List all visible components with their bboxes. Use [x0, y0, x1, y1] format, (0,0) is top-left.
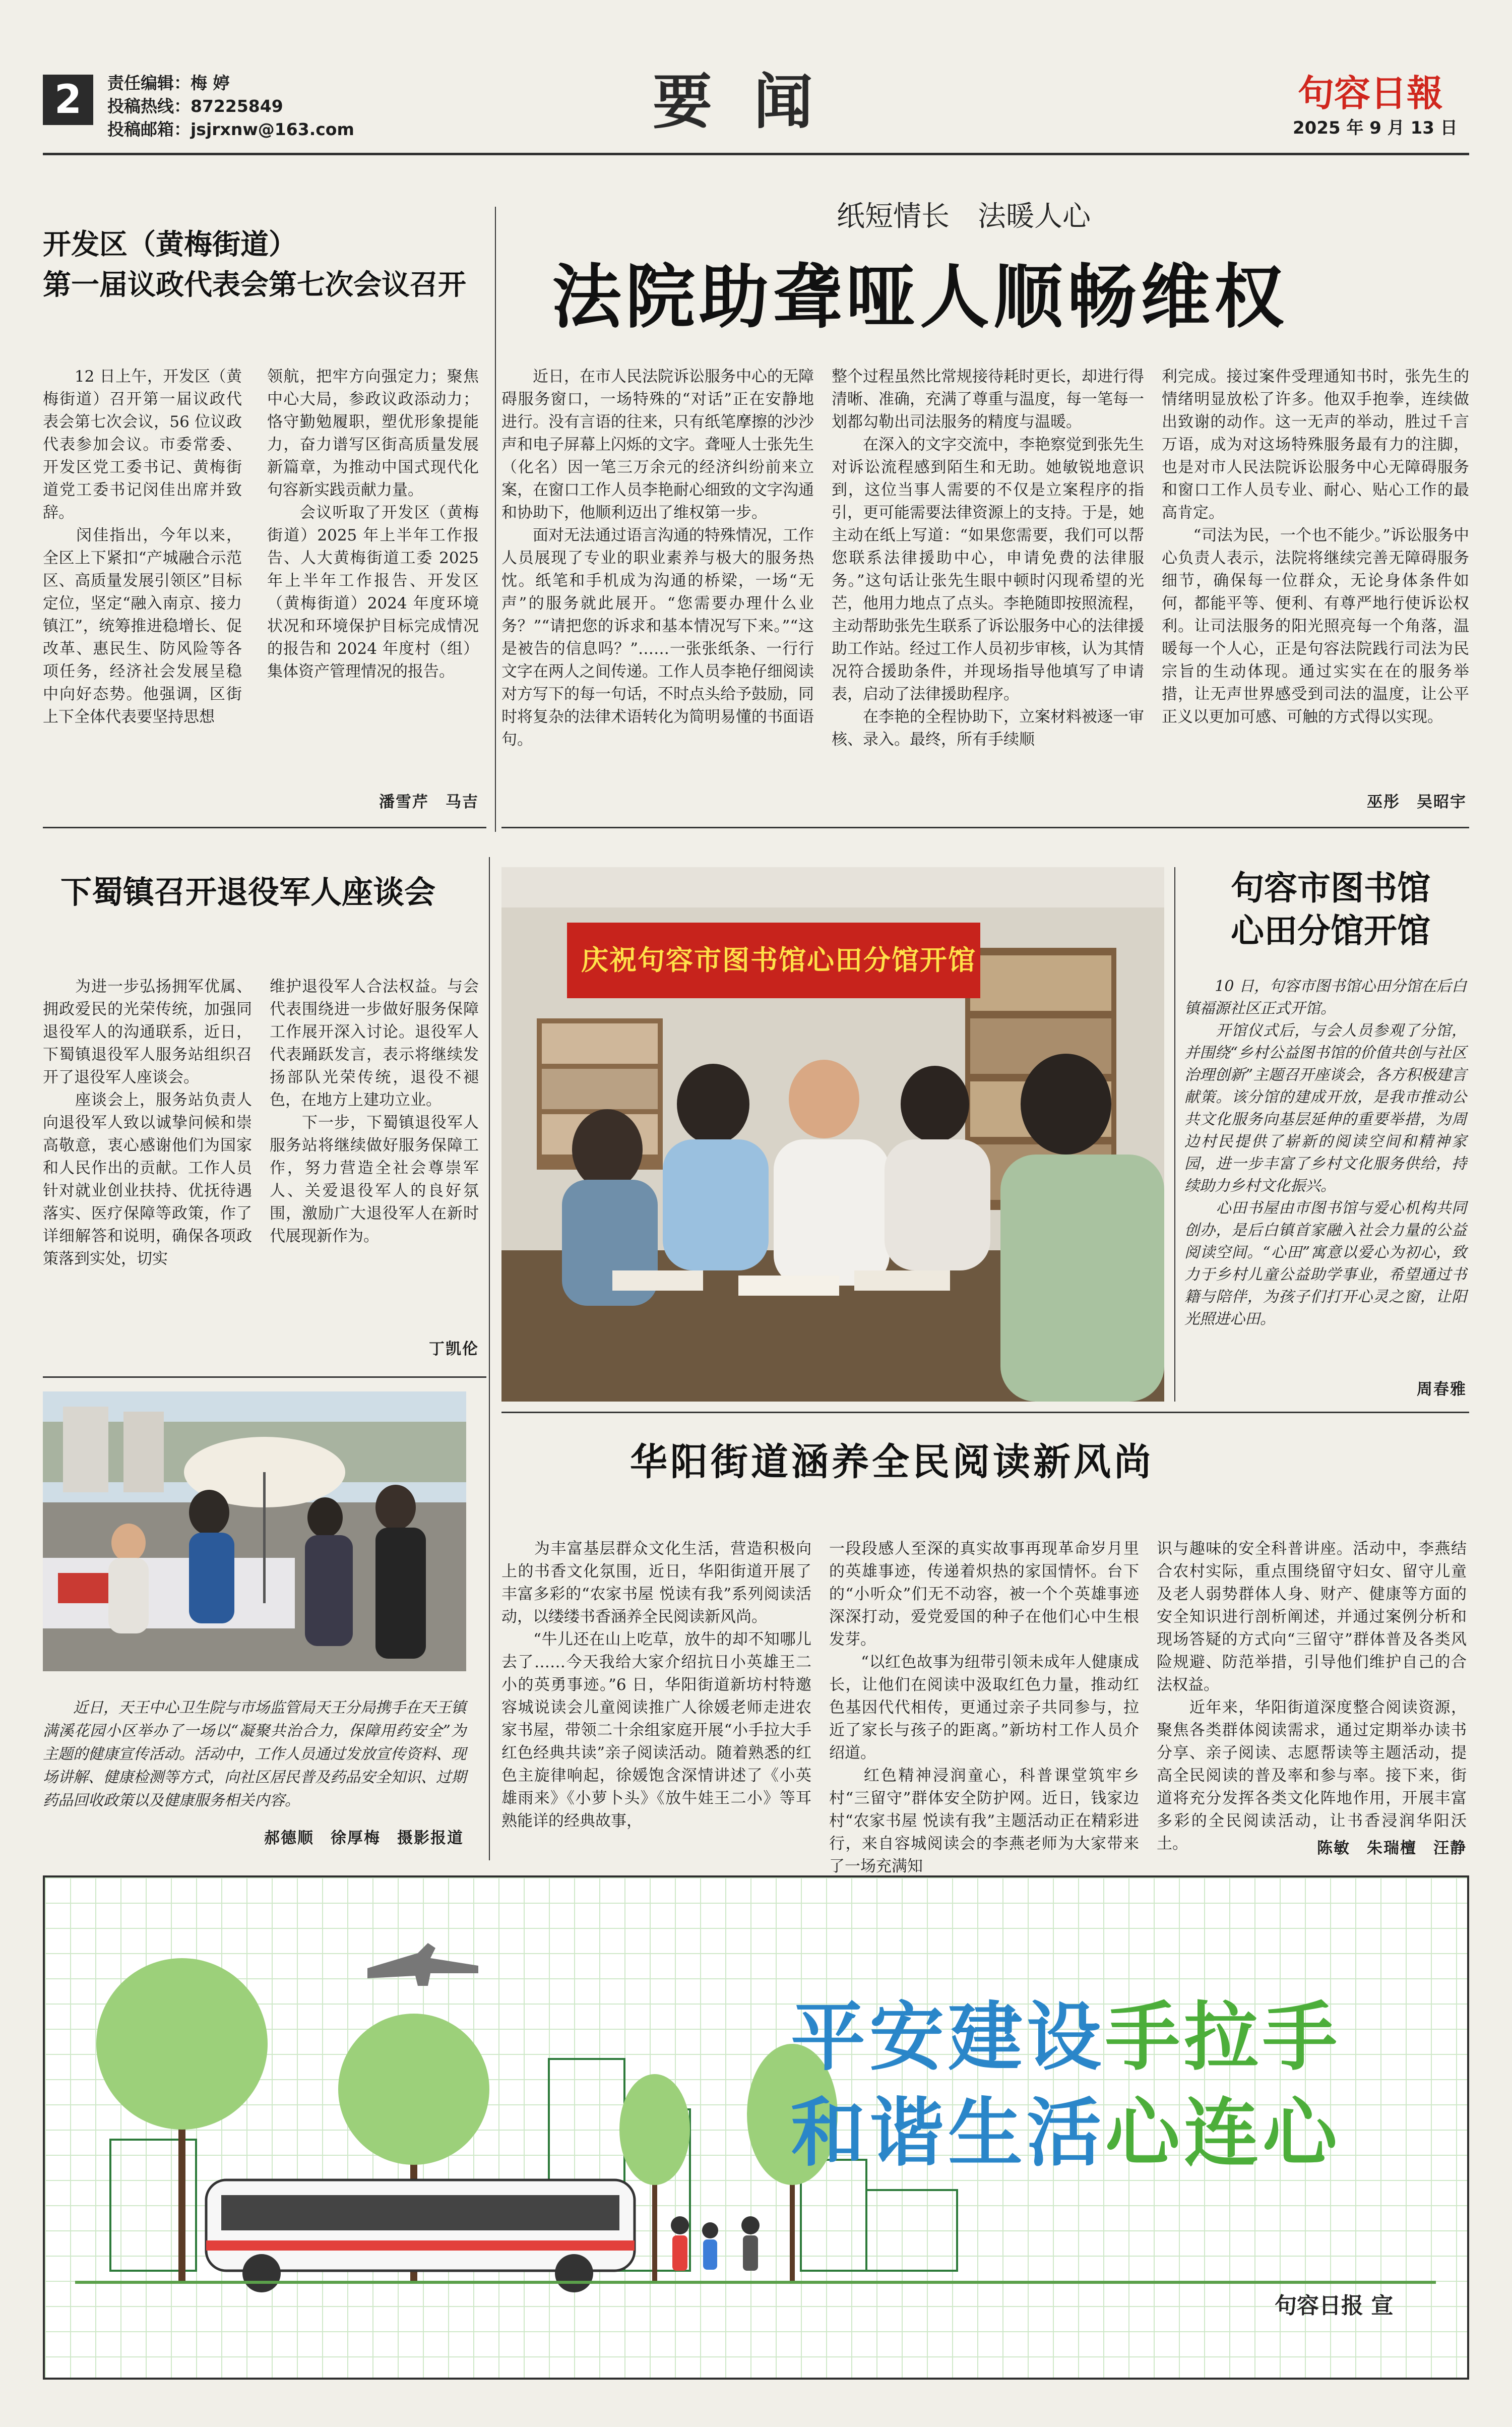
art4-byline: 周春雅 [1417, 1380, 1467, 1399]
art1-title-line2: 第一届议政代表会第七次会议召开 [43, 268, 466, 301]
divider-art1-bottom [43, 827, 486, 828]
art2-body-col3: 利完成。接过案件受理通知书时，张先生的情绪明显放松了许多。他双手抱拳，连续做出致谢的动作。这一无声的举动，胜过千言万语，成为对这场特殊服务最有力的注脚，也是对市人民法院诉讼服务中心无障碍服务和窗口工作人员专业、耐心、贴心工作的最高肯定。 “司法为民，一个也不能少。”诉讼服务中心负责人表示，法院将继续完善无障碍服务细节，确保每一位群众，无论身体条件如何，都能平等、便利、有尊严地行使诉讼权利。让司法服务的阳光照亮每一个角落，温暖每一个人心，正是句容法院践行司法为民宗旨的生动体现。通过实实在在的服务举措，让无声世界感受到司法的温度，让公平正义以更加可感、可触的方式得以实现。 [1162, 368, 1469, 726]
ad-slogan-line1-blue: 平安建设 [791, 1994, 1105, 2081]
health-event-photo [43, 1391, 466, 1671]
art2-kicker: 纸短情长 法暖人心 [837, 200, 1091, 233]
art3-body-col1: 为进一步弘扬拥军优属、拥政爱民的光荣传统，加强同退役军人的沟通联系，近日，下蜀镇退役军人服务站组织召开了退役军人座谈会。 座谈会上，服务站负责人向退役军人致以诚挚问候和崇高敬意，衷心感谢他们为国家和人民作出的贡献。工作人员针对就业创业扶持、优抚待遇落实、医疗保障等政策，作了详细解答和说明，确保各项政策落到实处，切实 [43, 978, 252, 1268]
art1-title-line1: 开发区（黄梅街道） [43, 228, 297, 261]
divider-vertical-left [495, 207, 496, 832]
masthead-hotline: 投稿热线：87225849 [107, 96, 283, 116]
section-title: 要 闻 [653, 67, 813, 137]
divider-art4-bottom [501, 1412, 1469, 1413]
ad-slogan-line2-blue: 和谐生活 [791, 2090, 1105, 2176]
art4-title-line2: 心田分馆开馆 [1231, 911, 1430, 950]
divider-art3-bottom [43, 1376, 486, 1378]
masthead-editor: 责任编辑：梅 婷 [107, 73, 230, 93]
masthead-email: 投稿邮箱：jsjrxnw@163.com [107, 119, 354, 139]
public-service-ad [43, 1875, 1469, 2380]
art5-title: 华阳街道涵养全民阅读新风尚 [630, 1440, 1154, 1484]
art4-title-line1: 句容市图书馆 [1231, 868, 1430, 907]
paper-name-logo: 句容日報 [1298, 72, 1443, 114]
ad-slogan-line1 [791, 1993, 1341, 2082]
ad-slogan-line2 [791, 2089, 1341, 2177]
page-number-badge: 2 [43, 75, 93, 125]
art2-headline: 法院助聋哑人顺畅维权 [552, 257, 1288, 338]
art2-byline: 巫彤 吴昭宇 [1367, 793, 1467, 811]
divider-photo-right [1174, 867, 1175, 1402]
library-banner-text: 庆祝句容市图书馆心田分馆开馆 [581, 944, 976, 976]
masthead [43, 67, 1469, 154]
art2-body-col1: 近日，在市人民法院诉讼服务中心的无障碍服务窗口，一场特殊的“对话”正在安静地进行。没有言语的往来，只有纸笔摩擦的沙沙声和电子屏幕上闪烁的文字。聋哑人士张先生（化名）因一笔三万余元的经济纠纷前来立案，在窗口工作人员李艳耐心细致的文字沟通和协助下，他顺利迈出了维权第一步。 面对无法通过语言沟通的特殊情况，工作人员展现了专业的职业素养与极大的服务热忱。纸笔和手机成为沟通的桥梁，一场“无声”的服务就此展开。“您需要办理什么业务？”“请把您的诉求和基本情况写下来。”“这是被告的信息吗？”……一张张纸条、一行行文字在两人之间传递。工作人员李艳仔细阅读对方写下的每一句话，不时点头给予鼓励，同时将复杂的法律术语转化为简明易懂的书面语句。 [501, 368, 814, 749]
art2-body-col2: 整个过程虽然比常规接待耗时更长，却进行得清晰、准确，充满了尊重与温度，每一笔每一划都勾勒出司法服务的精度与温暖。 在深入的文字交流中，李艳察觉到张先生对诉讼流程感到陌生和无助。她敏锐地意识到，这位当事人需要的不仅是立案程序的指引，更可能需要法律资源上的支持。于是，她主动在纸上写道：“如果您需要，我们可以帮您联系法律援助中心，申请免费的法律服务。”这句话让张先生眼中顿时闪现希望的光芒，他用力地点了点头。李艳随即按照流程，主动帮助张先生联系了诉讼服务中心的法律援助工作站。经过工作人员初步审核，认为其情况符合援助条件，并现场指导他填写了申请表，启动了法律援助程序。 在李艳的全程协助下，立案材料被逐一审核、录入。最终，所有手续顺 [832, 368, 1144, 749]
art3-byline: 丁凯伦 [429, 1340, 479, 1358]
art5-byline: 陈敏 朱瑞檀 汪静 [1317, 1839, 1467, 1857]
art3-body-col2: 维护退役军人合法权益。与会代表围绕进一步做好服务保障工作展开深入讨论。退役军人代表踊跃发言，表示将继续发扬部队光荣传统，退役不褪色，在地方上建功立业。 下一步，下蜀镇退役军人服务站将继续做好服务保障工作，努力营造全社会尊崇军人、关爱退役军人的良好氛围，激励广大退役军人在新时代展现新作为。 [270, 978, 479, 1245]
divider-art2-bottom [501, 827, 1469, 828]
ad-signature: 句容日报 宣 [1275, 2293, 1394, 2319]
art1-byline: 潘雪芹 马吉 [379, 793, 479, 811]
art1-body-col2: 领航，把牢方向强定力；聚焦中心大局，参政议政添动力；恪守勤勉履职，塑优形象提能力，奋力谱写区街高质量发展新篇章，为推动中国式现代化句容新实践贡献力量。 会议听取了开发区（黄梅街道）2025 年上半年工作报告、人大黄梅街道工委 2025 年上半年工作报告、开发区（黄梅街道）2024 年度环境状况和环境保护目标完成情况的报告和 2024 年度村（组）集体资产管理情况的报告。 [267, 368, 479, 681]
art3-title: 下蜀镇召开退役军人座谈会 [60, 874, 436, 911]
art4-body: 10 日，句容市图书馆心田分馆在后白镇福源社区正式开馆。 开馆仪式后，与会人员参观了分馆，并围绕“乡村公益图书馆的价值共创与社区治理创新”主题召开座谈会，各方积极建言献策。该分馆的建成开放，是我市推动公共文化服务向基层延伸的重要举措，为周边村民提供了崭新的阅读空间和精神家园，进一步丰富了乡村文化服务供给，持续助力乡村文化振兴。 心田书屋由市图书馆与爱心机构共同创办，是后白镇首家融入社会力量的公益阅读空间。“心田”寓意以爱心为初心，致力于乡村儿童公益助学事业，希望通过书籍与陪伴，为孩子们打开心灵之窗，让阳光照进心田。 [1184, 978, 1467, 1328]
health-photo-caption: 近日，天王中心卫生院与市场监管局天王分局携手在天王镇满溪花园小区举办了一场以“凝聚共治合力，保障用药安全”为主题的健康宣传活动。活动中，工作人员通过发放宣传资料、现场讲解、健康检测等方式，向社区居民普及药品安全知识、过期药品回收政策以及健康服务相关内容。 [43, 1699, 466, 1809]
masthead-date: 2025 年 9 月 13 日 [1293, 118, 1458, 138]
art1-body-col1: 12 日上午，开发区（黄梅街道）召开第一届议政代表会第七次会议，56 位议政代表参加会议。市委常委、开发区党工委书记、黄梅街道党工委书记闵佳出席并致辞。 闵佳指出，今年以来，全区上下紧扣“产城融合示范区、高质量发展引领区”目标定位，坚定“融入南京、接力镇江”，统筹推进稳增长、促改革、惠民生、防风险等各项任务，经济社会发展呈稳中向好态势。他强调，区街上下全体代表要坚持思想 [43, 368, 242, 726]
art5-body-col1: 为丰富基层群众文化生活，营造积极向上的书香文化氛围，近日，华阳街道开展了丰富多彩的“农家书屋 悦读有我”系列阅读活动，以缕缕书香涵养全民阅读新风尚。 “牛儿还在山上吃草，放牛的却不知哪儿去了……今天我给大家介绍抗日小英雄王二小的英勇事迹。”6 日，华阳街道新坊村特邀容城说读会儿童阅读推广人徐媛老师走进农家书屋，带领二十余组家庭开展“小手拉大手 红色经典共读”亲子阅读活动。随着熟悉的红色主旋律响起，徐媛饱含深情讲述了《小英雄雨来》《小萝卜头》《放牛娃王二小》等耳熟能详的经典故事， [501, 1540, 811, 1830]
art5-body-col3: 识与趣味的安全科普讲座。活动中，李燕结合农村实际，重点围绕留守妇女、留守儿童及老人弱势群体人身、财产、健康等方面的安全知识进行剖析阐述，并通过案例分析和现场答疑的方式向“三留守”群体普及各类风险规避、防范举措，引导他们维护自己的合法权益。 近年来，华阳街道深度整合阅读资源，聚焦各类群体阅读需求，通过定期举办读书分享、亲子阅读、志愿帮读等主题活动，提高全民阅读的普及率和参与率。接下来，街道将充分发挥各类文化阵地作用，开展丰富多彩的全民阅读活动，让书香浸润华阳沃土。 [1157, 1540, 1467, 1853]
health-photo-byline: 郝德顺 徐厚梅 摄影报道 [264, 1829, 464, 1847]
art5-body-col2: 一段段感人至深的真实故事再现革命岁月里的英雄事迹，传递着炽热的家国情怀。台下的“小听众”们无不动容，被一个个英雄事迹深深打动，爱党爱国的种子在他们心中生根发芽。 “以红色故事为纽带引领未成年人健康成长，让他们在阅读中汲取红色力量，推动红色基因代代相传，更通过亲子共同参与，拉近了家长与孩子的距离。”新坊村工作人员介绍道。 红色精神浸润童心，科普课堂筑牢乡村“三留守”群体安全防护网。近日，钱家边村“农家书屋 悦读有我”主题活动正在精彩进行，来自容城阅读会的李燕老师为大家带来了一场充满知 [829, 1540, 1139, 1875]
masthead-rule [43, 153, 1469, 155]
library-opening-photo [501, 867, 1164, 1402]
ad-slogan-line1-green: 手拉手 [1105, 1994, 1341, 2081]
divider-vertical-lower [489, 857, 490, 1860]
ad-slogan-line2-green: 心连心 [1105, 2090, 1341, 2176]
